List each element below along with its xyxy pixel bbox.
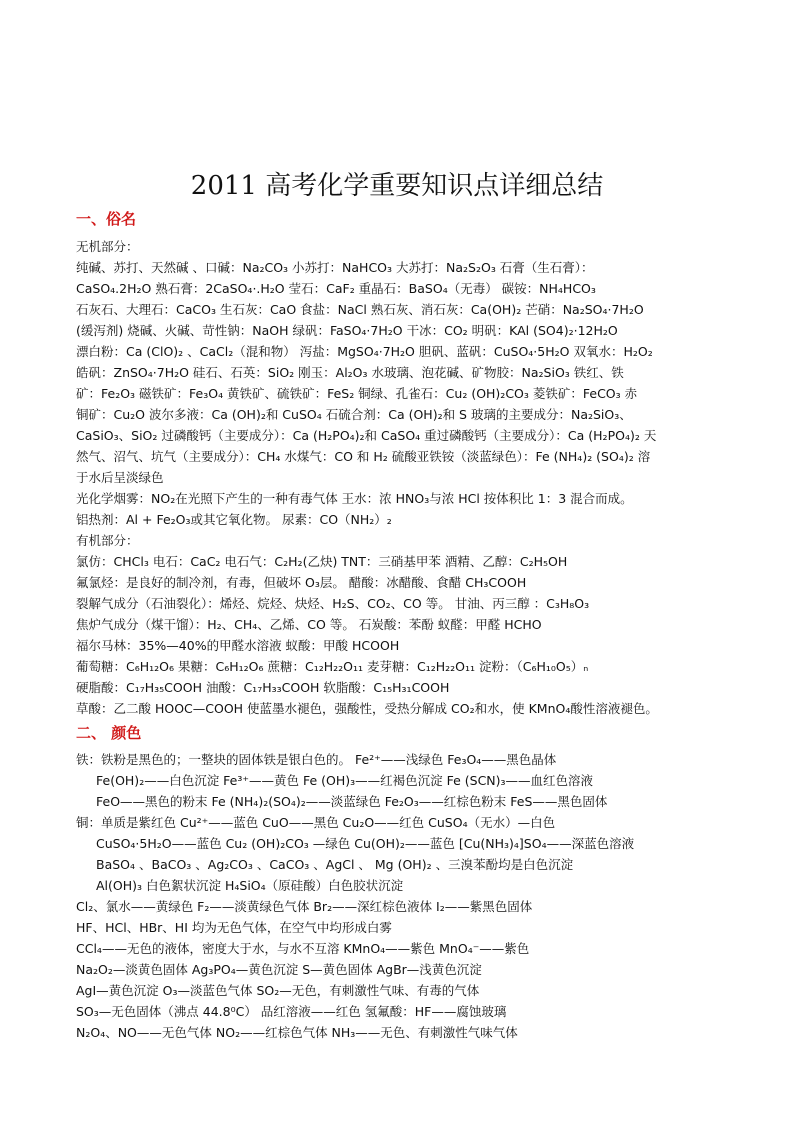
text-line: 铜矿：Cu₂O 波尔多液：Ca (OH)₂和 CuSO₄ 石硫合剂：Ca (OH)₂和 S 玻璃的主要成分：Na₂SiO₃、 (76, 407, 632, 422)
text-line: 焦炉气成分（煤干馏）：H₂、CH₄、乙烯、CO 等。 石炭酸：苯酚 蚁醛：甲醛 HCHO (76, 617, 542, 632)
text-line: 铁：铁粉是黑色的；一整块的固体铁是银白色的。 Fe²⁺——浅绿色 Fe₃O₄——黑色晶体 (76, 752, 557, 767)
text-line: 漂白粉：Ca (ClO)₂ 、CaCl₂（混和物） 泻盐：MgSO₄·7H₂O 胆矾、蓝矾：CuSO₄·5H₂O 双氧水：H₂O₂ (76, 344, 653, 359)
text-line: FeO——黑色的粉末 Fe (NH₄)₂(SO₄)₂——淡蓝绿色 Fe₂O₃——红棕色粉末 FeS——黑色固体 (96, 794, 608, 809)
text-line: CuSO₄·5H₂O——蓝色 Cu₂ (OH)₂CO₃ —绿色 Cu(OH)₂——蓝色 [Cu(NH₃)₄]SO₄——深蓝色溶液 (96, 836, 635, 851)
text-line: 氯仿：CHCl₃ 电石：CaC₂ 电石气：C₂H₂(乙炔) TNT：三硝基甲苯 酒精、乙醇：C₂H₅OH (76, 554, 568, 569)
text-line: 草酸：乙二酸 HOOC—COOH 使蓝墨水褪色，强酸性，受热分解成 CO₂和水，使 KMnO₄酸性溶液褪色。 (76, 701, 658, 716)
text-line: Cl₂、氯水——黄绿色 F₂——淡黄绿色气体 Br₂——深红棕色液体 I₂——紫黑色固体 (76, 899, 533, 914)
text-line: 于水后呈淡绿色 (76, 470, 164, 485)
text-line: 纯碱、苏打、天然碱 、口碱：Na₂CO₃ 小苏打：NaHCO₃ 大苏打：Na₂S₂O₃ 石膏（生石膏）： (76, 260, 594, 275)
text-line: 福尔马林：35%—40%的甲醛水溶液 蚁酸：甲酸 HCOOH (76, 638, 400, 653)
text-line: 葡萄糖：C₆H₁₂O₆ 果糖：C₆H₁₂O₆ 蔗糖：C₁₂H₂₂O₁₁ 麦芽糖：C₁₂H₂₂O₁₁ 淀粉：（C₆H₁₀O₅）ₙ (76, 659, 589, 674)
section-heading-common-names: 一、俗名 (76, 210, 137, 228)
text-line: 硬脂酸：C₁₇H₃₅COOH 油酸：C₁₇H₃₃COOH 软脂酸：C₁₅H₃₁COOH (76, 680, 450, 695)
text-line: CaSO₄.2H₂O 熟石膏：2CaSO₄·.H₂O 莹石：CaF₂ 重晶石：BaSO₄（无毒） 碳铵：NH₄HCO₃ (76, 281, 596, 296)
text-line: 然气、沼气、坑气（主要成分）：CH₄ 水煤气：CO 和 H₂ 硫酸亚铁铵（淡蓝绿色）：Fe (NH₄)₂ (SO₄)₂ 溶 (76, 449, 651, 464)
text-line: N₂O₄、NO——无色气体 NO₂——红棕色气体 NH₃——无色、有刺激性气味气体 (76, 1025, 518, 1040)
text-line: SO₃—无色固体（沸点 44.8⁰C） 品红溶液——红色 氢氟酸：HF——腐蚀玻璃 (76, 1004, 507, 1019)
text-line: 无机部分： (76, 239, 139, 254)
text-line: Al(OH)₃ 白色絮状沉淀 H₄SiO₄（原硅酸）白色胶状沉淀 (96, 878, 404, 893)
text-line: 铝热剂：Al + Fe₂O₃或其它氧化物。 尿素：CO（NH₂）₂ (76, 512, 392, 527)
text-line: HF、HCl、HBr、HI 均为无色气体，在空气中均形成白雾 (76, 920, 392, 935)
page-title: 2011 高考化学重要知识点详细总结 (190, 171, 604, 201)
text-line: CCl₄——无色的液体，密度大于水，与水不互溶 KMnO₄——紫色 MnO₄⁻——紫色 (76, 941, 530, 956)
text-line: Fe(OH)₂——白色沉淀 Fe³⁺——黄色 Fe (OH)₃——红褐色沉淀 Fe (SCN)₃——血红色溶液 (96, 773, 594, 788)
text-line: 裂解气成分（石油裂化）：烯烃、烷烃、炔烃、H₂S、CO₂、CO 等。 甘油、丙三醇 ：C₃H₈O₃ (76, 596, 590, 611)
text-line: 光化学烟雾：NO₂在光照下产生的一种有毒气体 王水：浓 HNO₃与浓 HCl 按体积比 1：3 混合而成。 (76, 491, 633, 506)
text-line: Na₂O₂—淡黄色固体 Ag₃PO₄—黄色沉淀 S—黄色固体 AgBr—浅黄色沉淀 (76, 962, 482, 977)
text-line: 铜：单质是紫红色 Cu²⁺——蓝色 CuO——黑色 Cu₂O——红色 CuSO₄（无水）—白色 (76, 815, 556, 830)
text-line: 皓矾：ZnSO₄·7H₂O 硅石、石英：SiO₂ 刚玉：Al₂O₃ 水玻璃、泡花碱、矿物胶：Na₂SiO₃ 铁红、铁 (76, 365, 624, 380)
text-line: 石灰石、大理石：CaCO₃ 生石灰：CaO 食盐：NaCl 熟石灰、消石灰：Ca(OH)₂ 芒硝：Na₂SO₄·7H₂O (76, 302, 644, 317)
text-line: 矿：Fe₂O₃ 磁铁矿：Fe₃O₄ 黄铁矿、硫铁矿：FeS₂ 铜绿、孔雀石：Cu₂ (OH)₂CO₃ 菱铁矿：FeCO₃ 赤 (76, 386, 638, 401)
text-line: AgI—黄色沉淀 O₃—淡蓝色气体 SO₂—无色，有刺激性气味、有毒的气体 (76, 983, 480, 998)
text-line: (缓泻剂) 烧碱、火碱、苛性钠：NaOH 绿矾：FaSO₄·7H₂O 干冰：CO₂ 明矾：KAl (SO4)₂·12H₂O (76, 323, 618, 338)
section-heading-colors: 二、 颜色 (76, 724, 142, 742)
text-line: CaSiO₃、SiO₂ 过磷酸钙（主要成分）：Ca (H₂PO₄)₂和 CaSO₄ 重过磷酸钙（主要成分）：Ca (H₂PO₄)₂ 天 (76, 428, 657, 443)
text-line: 有机部分： (76, 533, 139, 548)
text-line: BaSO₄ 、BaCO₃ 、Ag₂CO₃ 、CaCO₃ 、AgCl 、 Mg (OH)₂ 、三溴苯酚均是白色沉淀 (96, 857, 574, 872)
text-line: 氟氯烃：是良好的制冷剂，有毒，但破坏 O₃层。 醋酸：冰醋酸、食醋 CH₃COOH (76, 575, 527, 590)
